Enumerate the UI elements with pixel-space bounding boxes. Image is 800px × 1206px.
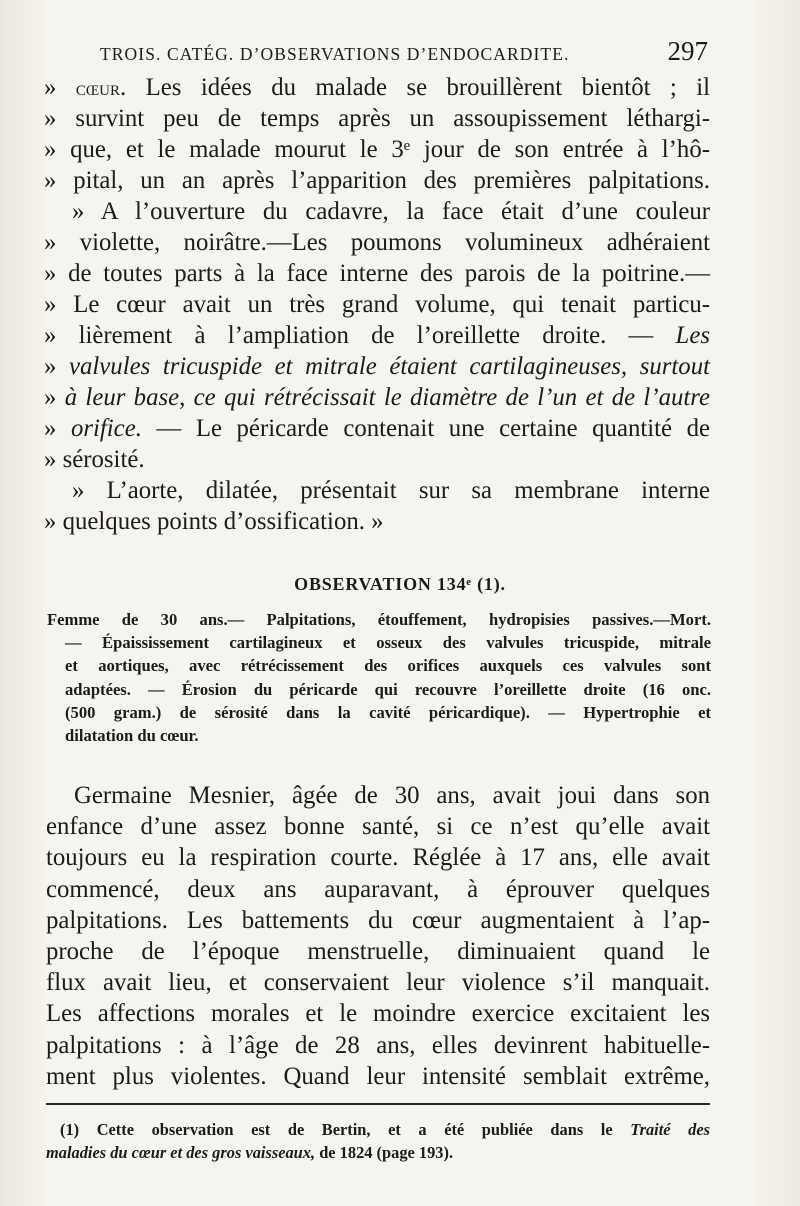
footnote-line: maladies du cœur et des gros vaisseaux, de 1824 (page 193). bbox=[46, 1143, 454, 1162]
body-line: Germaine Mesnier, âgée de 30 ans, avait joui dans son bbox=[74, 782, 710, 809]
footnote-divider bbox=[46, 1103, 710, 1105]
text-line: » de toutes parts à la face interne des parois de la poitrine.— bbox=[44, 260, 710, 287]
body-line: flux avait lieu, et conservaient leur violence s’il manquait. bbox=[46, 969, 710, 997]
running-title: TROIS. CATÉG. D’OBSERVATIONS D’ENDOCARDITE. bbox=[100, 44, 570, 64]
summary-line: dilatation du cœur. bbox=[65, 726, 199, 746]
body-line: Les affections morales et le moindre exercice excitaient les bbox=[46, 1000, 710, 1028]
summary-line: adaptées. — Érosion du péricarde qui recouvre l’oreillette droite (16 onc. bbox=[65, 679, 711, 699]
text-line: » survint peu de temps après un assoupissement léthargi- bbox=[44, 105, 710, 132]
text-line: » violette, noirâtre.—Les poumons volumineux adhéraient bbox=[44, 229, 710, 256]
observation-body bbox=[46, 780, 710, 1092]
text-line: » cœur. Les idées du malade se brouillèrent bientôt ; il bbox=[44, 74, 710, 101]
text-line: » orifice. — Le péricarde contenait une certaine quantité de bbox=[44, 415, 710, 442]
page-number: 297 bbox=[667, 36, 708, 66]
body-line: ment plus violentes. Quand leur intensité semblait extrême, bbox=[46, 1062, 710, 1090]
summary-line: — Épaississement cartilagineux et osseux des valvules tricuspide, mitrale bbox=[65, 633, 711, 653]
summary-line: Femme de 30 ans.— Palpitations, étouffement, hydropisies passives.—Mort. bbox=[47, 610, 711, 629]
body-line: toujours eu la respiration courte. Réglée à 17 ans, elle avait bbox=[46, 844, 710, 872]
summary-line: et aortiques, avec rétrécissement des orifices auxquels ces valvules sont bbox=[65, 656, 711, 676]
observation-summary bbox=[47, 608, 711, 747]
body-line: palpitations : à l’âge de 28 ans, elles devinrent habituelle- bbox=[46, 1031, 710, 1059]
running-header bbox=[100, 36, 708, 67]
text-line: » quelques points d’ossification. » bbox=[44, 508, 384, 535]
text-line: » L’aorte, dilatée, présentait sur sa membrane interne bbox=[72, 477, 710, 504]
text-line: » Le cœur avait un très grand volume, qui tenait particu- bbox=[44, 291, 710, 318]
text-line: » pital, un an après l’apparition des premières palpitations. bbox=[44, 167, 710, 194]
text-line: » sérosité. bbox=[44, 446, 145, 473]
body-line: commencé, deux ans auparavant, à éprouver quelques bbox=[46, 875, 710, 903]
observation-title: OBSERVATION 134ᵉ (1). bbox=[294, 574, 506, 594]
body-line: palpitations. Les battements du cœur augmentaient à l’ap- bbox=[46, 906, 710, 934]
text-line: » à leur base, ce qui rétrécissait le diamètre de l’un et de l’autre bbox=[44, 384, 710, 411]
footnote bbox=[46, 1118, 710, 1164]
text-line: » A l’ouverture du cadavre, la face était d’une couleur bbox=[72, 198, 710, 225]
body-line: proche de l’époque menstruelle, diminuaient quand le bbox=[46, 938, 710, 966]
text-line: » lièrement à l’ampliation de l’oreillette droite. — Les bbox=[44, 322, 710, 349]
continued-quotation bbox=[44, 72, 710, 537]
body-line: enfance d’une assez bonne santé, si ce n’est qu’elle avait bbox=[46, 813, 710, 841]
footnote-line: (1) Cette observation est de Bertin, et a été publiée dans le Traité des bbox=[60, 1120, 710, 1139]
text-line: » valvules tricuspide et mitrale étaient cartilagineuses, surtout bbox=[44, 353, 710, 380]
text-line: » que, et le malade mourut le 3ᵉ jour de son entrée à l’hô- bbox=[44, 136, 710, 163]
summary-line: (500 gram.) de sérosité dans la cavité péricardique). — Hypertrophie et bbox=[65, 702, 711, 722]
